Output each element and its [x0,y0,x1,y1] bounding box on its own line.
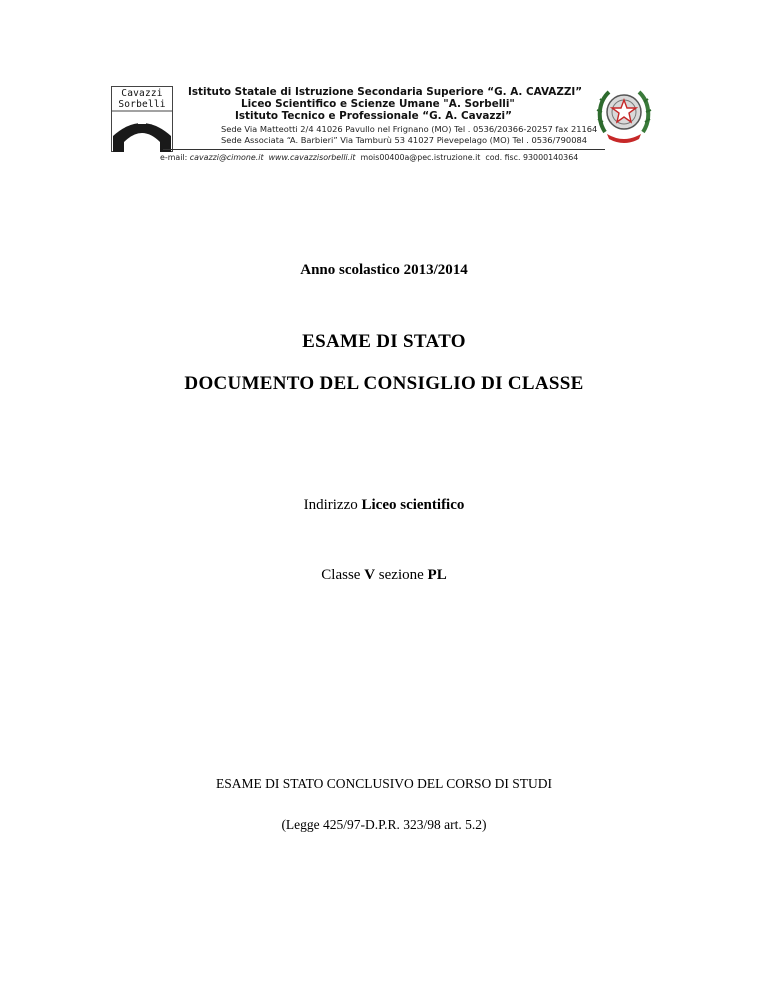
track-label: Indirizzo [303,497,358,513]
class-value: V [364,567,376,583]
fiscal-code: cod. fisc. 93000140364 [485,153,579,162]
class-line [0,567,768,584]
exam-title: ESAME DI STATO [302,331,466,352]
school-header [188,86,588,122]
bridge-arch-icon [111,86,173,152]
school-logo [111,86,173,152]
italian-republic-emblem-icon [595,82,653,146]
contacts-line [160,153,578,163]
section-value: PL [427,567,447,583]
school-name-line-3: Istituto Tecnico e Professionale “G. A. Cavazzi” [235,110,512,122]
logo-text-line-2: Sorbelli [118,99,166,110]
track-line [0,497,768,514]
section-label: sezione [378,567,424,583]
pec-address[interactable]: mois00400a@pec.istruzione.it [360,153,481,162]
address-associate: Sede Associata “A. Barbieri” Via Tamburù 53 41027 Pievepelago (MO) Tel . 0536/790084 [221,135,588,145]
email-label: e-mail: [160,153,188,162]
legal-reference: (Legge 425/97-D.P.R. 323/98 art. 5.2) [281,817,487,832]
address-main: Sede Via Matteotti 2/4 41026 Pavullo nel Frignano (MO) Tel . 0536/20366-20257 fax 21164 [221,124,598,134]
track-value: Liceo scientifico [361,497,465,513]
school-name-line-2: Liceo Scientifico e Scienze Umane "A. Sorbelli" [241,98,515,110]
letterhead [0,0,768,170]
final-exam-heading: ESAME DI STATO CONCLUSIVO DEL CORSO DI STUDI [215,776,553,791]
logo-text-line-1: Cavazzi [121,88,163,99]
letterhead-divider [163,149,605,150]
document-title: DOCUMENTO DEL CONSIGLIO DI CLASSE [184,373,584,394]
school-year: Anno scolastico 2013/2014 [300,262,468,278]
class-label: Classe [321,567,361,583]
website-link[interactable]: www.cavazzisorbelli.it [268,153,356,162]
school-name-line-1: Istituto Statale di Istruzione Secondaria Superiore “G. A. CAVAZZI” [188,86,583,98]
email-address[interactable]: cavazzi@cimone.it [189,153,264,162]
